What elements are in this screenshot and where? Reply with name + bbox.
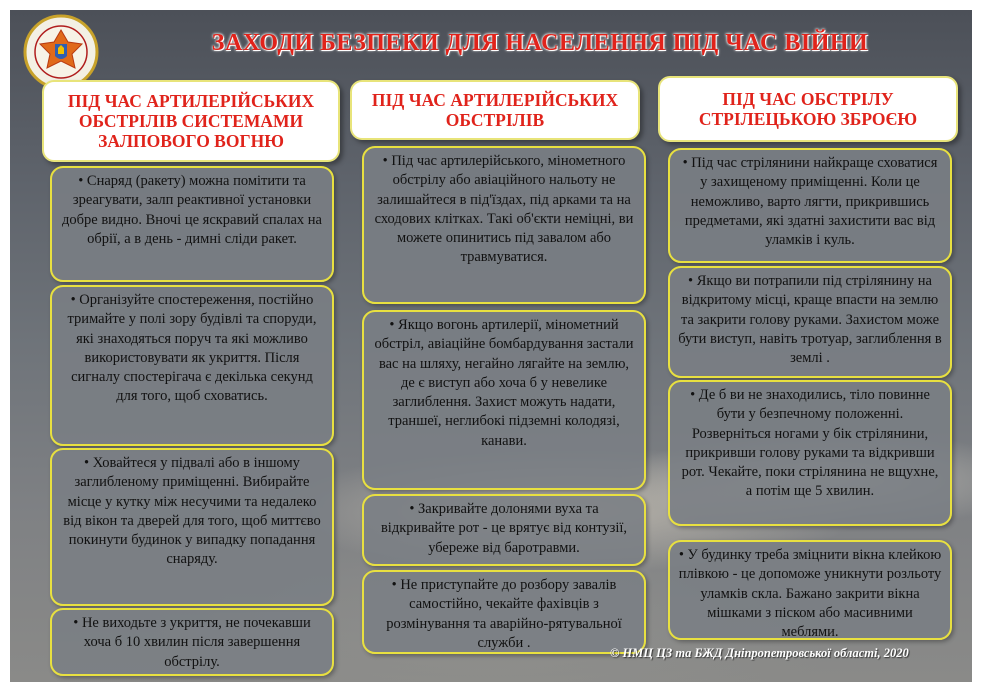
tip-box: • У будинку треба зміцнити вікна клейкою плівкою - це допоможе уникнути розльоту уламків скла. Бажано закрити вікна мішками з піском або масивними меблями. (668, 540, 952, 640)
page-title: ЗАХОДИ БЕЗПЕКИ ДЛЯ НАСЕЛЕННЯ ПІД ЧАС ВІЙНИ (211, 30, 869, 56)
column-header-rszv: ПІД ЧАС АРТИЛЕРІЙСЬКИХ ОБСТРІЛІВ СИСТЕМАМИ ЗАЛПОВОГО ВОГНЮ (42, 80, 340, 162)
column-header-small-arms: ПІД ЧАС ОБСТРІЛУ СТРІЛЕЦЬКОЮ ЗБРОЄЮ (658, 76, 958, 142)
tip-box: • Де б ви не знаходились, тіло повинне бути у безпечному положенні. Розверніться ногами у бік стрілянини, прикривши голову руками та відкривши рот. Чекайте, поки стрілянина не вщухне, а потім ще 5 хвилин. (668, 380, 952, 526)
tip-box: • Ховайтеся у підвалі або в іншому заглибленому приміщенні. Вибирайте місце у кутку між несучими та недалеко від вікон та дверей для того, щоб миттєво покинути будинок у випадку попадання снаряду. (50, 448, 334, 606)
tip-box: • Закривайте долонями вуха та відкривайте рот - це врятує від контузії, убереже від баротравми. (362, 494, 646, 566)
tip-box: • Якщо вогонь артилерії, мінометний обстріл, авіаційне бомбардування застали вас на шляху, негайно лягайте на землю, де є виступ або хоча б у невелике заглиблення. Захист можуть надати, траншеї, неглибокі підземні колодязі, канави. (362, 310, 646, 490)
tip-box: • Під час стрілянини найкраще сховатися у захищеному приміщенні. Коли це неможливо, варто лягти, прикрившись предметами, які здатні захистити вас від уламків і куль. (668, 148, 952, 263)
column-header-artillery: ПІД ЧАС АРТИЛЕРІЙСЬКИХ ОБСТРІЛІВ (350, 80, 640, 140)
tip-box: • Якщо ви потрапили під стрілянину на відкритому місці, краще впасти на землю та закрити голову руками. Захистом може бути виступ, навіть тротуар, заглиблення в землі . (668, 266, 952, 378)
emblem-logo (22, 14, 100, 90)
copyright-footer: © НМЦ ЦЗ та БЖД Дніпропетровської області, 2020 (610, 646, 909, 660)
tip-box: • Під час артилерійського, мінометного обстрілу або авіаційного нальоту не залишайтеся в під'їздах, під арками та на сходових клітках. Такі об'єкти неміцні, ви можете опинитись під завалом або травмуватися. (362, 146, 646, 304)
tip-box: • Не виходьте з укриття, не почекавши хоча б 10 хвилин після завершення обстрілу. (50, 608, 334, 676)
tip-box: • Не приступайте до розбору завалів самостійно, чекайте фахівців з розмінування та аварійно-рятувальної служби . (362, 570, 646, 654)
tip-box: • Організуйте спостереження, постійно тримайте у полі зору будівлі та споруди, які знаходяться поруч та які можливо використовувати як укриття. Після сигналу спостерігача є декілька секунд для того, щоб сховатись. (50, 285, 334, 446)
poster (10, 10, 972, 682)
tip-box: • Снаряд (ракету) можна помітити та зреагувати, залп реактивної установки добре видно. Вночі це яскравий спалах на обрії, а в день - димні сліди ракет. (50, 166, 334, 282)
